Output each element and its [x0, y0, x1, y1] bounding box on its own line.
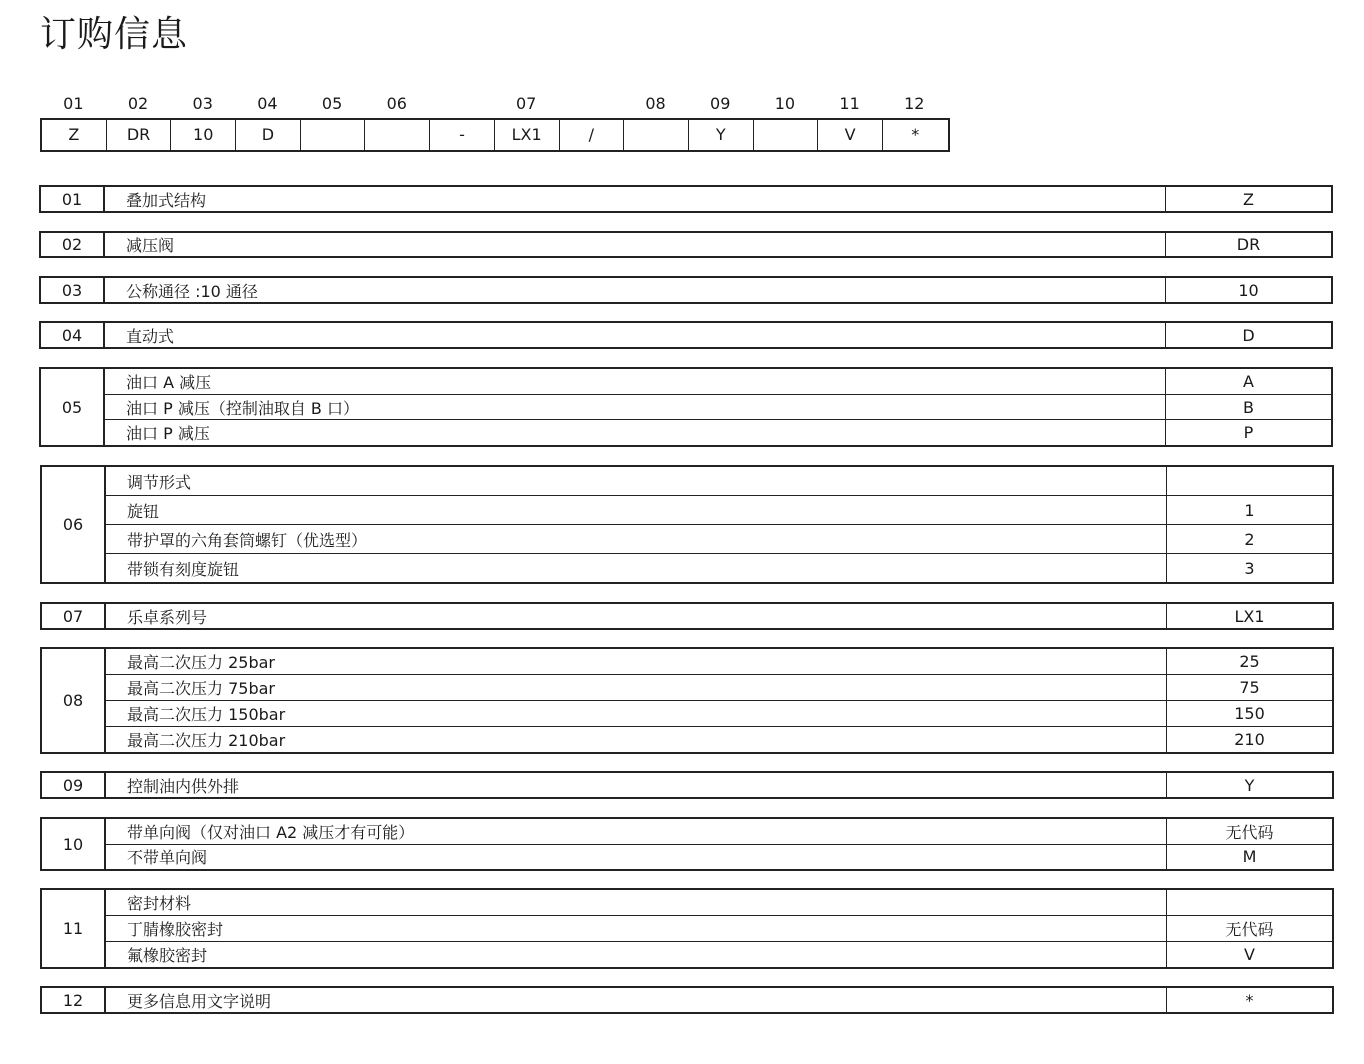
option-code: 1 [1244, 500, 1255, 520]
order-code-box [40, 118, 950, 152]
option-code: 210 [1234, 730, 1265, 749]
section-number: 01 [41, 187, 105, 211]
spec-section-07 [40, 602, 1334, 630]
option-row [106, 726, 1332, 752]
spec-section-04 [39, 321, 1333, 349]
order-code-cell [365, 120, 430, 150]
option-description: 氟橡胶密封 [106, 942, 1167, 967]
code-position-label: 12 [904, 94, 925, 113]
option-row [106, 915, 1332, 941]
section-number: 04 [41, 323, 105, 347]
option-description: 最高二次压力 25bar [106, 649, 1167, 674]
option-code: B [1243, 397, 1254, 417]
spec-section-12 [40, 986, 1334, 1014]
code-position-label: 04 [257, 94, 278, 113]
option-description: 带护罩的六角套筒螺钉（优选型） [106, 525, 1167, 553]
option-code: Y [1244, 775, 1255, 795]
option-code: 10 [1238, 280, 1259, 300]
section-number: 11 [42, 890, 106, 967]
order-code-cell: V [818, 120, 883, 150]
option-row [106, 819, 1332, 844]
option-description: 叠加式结构 [105, 187, 1166, 211]
option-row [106, 495, 1332, 524]
order-code-cell [301, 120, 366, 150]
section-number: 07 [42, 604, 106, 628]
option-code: * [1245, 990, 1254, 1010]
order-code-cell: Z [42, 120, 107, 150]
code-position-label: 08 [645, 94, 666, 113]
code-position-label: 09 [710, 94, 731, 113]
option-description: 公称通径 :10 通径 [105, 278, 1166, 302]
option-description: 旋钮 [106, 496, 1167, 524]
page-title: 订购信息 [40, 14, 189, 55]
section-number: 08 [42, 649, 106, 752]
code-position-label: 06 [386, 94, 407, 113]
code-position-label: 11 [839, 94, 860, 113]
option-description: 更多信息用文字说明 [106, 988, 1167, 1012]
option-code: 75 [1239, 678, 1260, 697]
option-row [106, 524, 1332, 553]
option-row [106, 604, 1332, 628]
option-row [106, 890, 1332, 915]
section-number: 06 [42, 467, 106, 582]
option-code: V [1244, 945, 1255, 964]
option-description: 最高二次压力 150bar [106, 701, 1167, 726]
option-row [106, 467, 1332, 495]
code-position-label: 10 [774, 94, 796, 113]
option-row [105, 323, 1331, 347]
option-code: 3 [1244, 558, 1255, 578]
option-description: 油口 P 减压 [105, 420, 1166, 445]
option-code: 2 [1244, 529, 1255, 549]
option-description: 丁腈橡胶密封 [106, 916, 1167, 941]
spec-section-11 [40, 888, 1334, 969]
order-code-cell [754, 120, 819, 150]
option-description: 乐卓系列号 [106, 604, 1167, 628]
option-description: 最高二次压力 210bar [106, 727, 1167, 752]
option-row [105, 369, 1331, 394]
order-code-cell: / [560, 120, 625, 150]
section-number: 02 [41, 233, 105, 256]
order-code-cell: * [911, 125, 920, 144]
option-code: Z [1243, 189, 1254, 209]
option-description: 减压阀 [105, 233, 1166, 256]
option-row [105, 394, 1331, 420]
option-description: 油口 A 减压 [105, 369, 1166, 394]
option-code: 无代码 [1225, 822, 1274, 842]
option-row [106, 649, 1332, 674]
spec-section-06 [40, 465, 1334, 584]
option-code: DR [1236, 235, 1261, 254]
option-row [105, 278, 1331, 302]
option-code: 150 [1234, 704, 1265, 723]
option-row [106, 773, 1332, 797]
option-row [105, 419, 1331, 445]
option-code: LX1 [1234, 606, 1265, 626]
option-row [106, 674, 1332, 700]
option-code [1167, 467, 1332, 495]
option-description: 带单向阀（仅对油口 A2 减压才有可能） [106, 819, 1167, 844]
section-number: 03 [41, 278, 105, 302]
spec-section-09 [40, 771, 1334, 799]
code-position-label: 03 [192, 94, 213, 113]
spec-section-05 [39, 367, 1333, 447]
spec-section-10 [40, 817, 1334, 871]
order-code-cell: 10 [171, 120, 236, 150]
option-row [106, 553, 1332, 582]
order-code-cell: - [430, 120, 495, 150]
order-code-cell: D [236, 120, 301, 150]
option-description: 控制油内供外排 [106, 773, 1167, 797]
code-position-label [429, 94, 494, 114]
section-number: 05 [41, 369, 105, 445]
code-position-header [41, 94, 947, 114]
code-position-label [559, 94, 624, 114]
code-position-label: 05 [321, 94, 343, 113]
order-code-cell: DR [107, 120, 172, 150]
option-code: A [1243, 371, 1254, 391]
option-row [106, 844, 1332, 870]
order-code-cell [624, 120, 689, 150]
option-description: 不带单向阀 [106, 845, 1167, 870]
option-code: D [1242, 325, 1255, 345]
spec-section-08 [40, 647, 1334, 754]
option-code [1167, 890, 1332, 915]
section-number: 12 [42, 988, 106, 1012]
code-position-label: 07 [515, 94, 537, 113]
option-description: 密封材料 [106, 890, 1167, 915]
option-row [105, 233, 1331, 256]
spec-section-02 [39, 231, 1333, 258]
option-row [106, 988, 1332, 1012]
option-code: P [1243, 423, 1254, 443]
order-code-cell: Y [689, 120, 754, 150]
option-row [106, 700, 1332, 726]
option-code: M [1242, 847, 1257, 867]
option-description: 直动式 [105, 323, 1166, 347]
option-description: 带锁有刻度旋钮 [106, 554, 1167, 582]
section-number: 10 [42, 819, 106, 869]
option-row [105, 187, 1331, 211]
option-code: 无代码 [1225, 920, 1274, 939]
spec-section-01 [39, 185, 1333, 213]
option-code: 25 [1239, 652, 1260, 671]
option-description: 油口 P 减压（控制油取自 B 口） [105, 395, 1166, 420]
option-description: 调节形式 [106, 467, 1167, 495]
code-position-label: 02 [127, 94, 149, 113]
order-code-cell: LX1 [495, 120, 560, 150]
option-description: 最高二次压力 75bar [106, 675, 1167, 700]
section-number: 09 [42, 773, 106, 797]
option-row [106, 941, 1332, 967]
spec-section-03 [39, 276, 1333, 304]
code-position-label: 01 [63, 94, 84, 113]
